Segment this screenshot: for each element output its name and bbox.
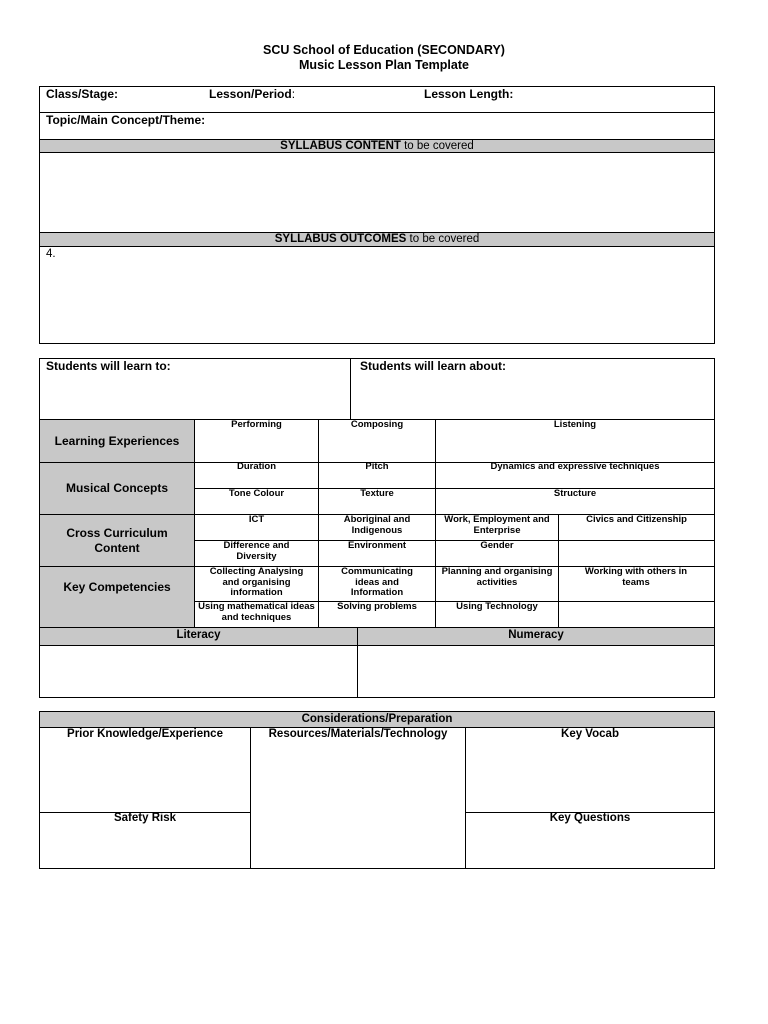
diversity-cell: Difference and Diversity bbox=[223, 540, 290, 562]
class-stage-label: Class/Stage: bbox=[46, 87, 119, 101]
musical-concepts-label: Musical Concepts bbox=[65, 481, 169, 496]
syllabus-content-field[interactable] bbox=[40, 154, 714, 232]
cross-curriculum-label: Cross Curriculum Content bbox=[66, 526, 168, 555]
students-learn-about-label: Students will learn about: bbox=[360, 359, 507, 373]
key-competencies-label: Key Competencies bbox=[63, 579, 171, 594]
using-technology-cell: Using Technology bbox=[456, 601, 538, 612]
resources-label: Resources/Materials/Technology bbox=[268, 728, 448, 740]
ict-cell: ICT bbox=[248, 514, 265, 525]
safety-risk-label: Safety Risk bbox=[113, 812, 176, 824]
syllabus-outcomes-field[interactable] bbox=[40, 248, 714, 343]
prior-knowledge-label: Prior Knowledge/Experience bbox=[67, 728, 223, 740]
lesson-period-label: Lesson/Period: bbox=[209, 87, 296, 101]
literacy-heading: Literacy bbox=[176, 629, 221, 641]
listening-cell: Listening bbox=[553, 419, 597, 430]
teamwork-cell: Working with others in teams bbox=[584, 566, 688, 588]
key-questions-field[interactable] bbox=[466, 826, 714, 868]
civics-cell: Civics and Citizenship bbox=[586, 514, 687, 525]
syllabus-outcomes-heading: SYLLABUS OUTCOMES to be covered bbox=[274, 233, 480, 245]
communicating-cell: Communicating ideas and Information bbox=[341, 566, 413, 599]
math-ideas-cell: Using mathematical ideas and techniques bbox=[198, 601, 315, 623]
outcome-item-number: 4. bbox=[46, 248, 56, 260]
composing-cell: Composing bbox=[350, 419, 404, 430]
environment-cell: Environment bbox=[347, 540, 407, 551]
prior-knowledge-field[interactable] bbox=[40, 742, 250, 811]
structure-cell: Structure bbox=[553, 488, 597, 499]
students-learn-to-label: Students will learn to: bbox=[46, 359, 171, 373]
key-vocab-field[interactable] bbox=[466, 742, 714, 811]
literacy-field[interactable] bbox=[40, 646, 357, 697]
tone-colour-cell: Tone Colour bbox=[228, 488, 285, 499]
planning-cell: Planning and organising activities bbox=[441, 566, 553, 588]
considerations-heading: Considerations/Preparation bbox=[301, 713, 453, 725]
work-employment-cell: Work, Employment and Enterprise bbox=[444, 514, 550, 536]
lesson-length-label: Lesson Length: bbox=[424, 87, 514, 101]
solving-problems-cell: Solving problems bbox=[337, 601, 417, 612]
numeracy-heading: Numeracy bbox=[508, 629, 564, 641]
document-title: SCU School of Education (SECONDARY) bbox=[263, 43, 505, 57]
texture-cell: Texture bbox=[360, 488, 394, 499]
aboriginal-cell: Aboriginal and Indigenous bbox=[343, 514, 411, 536]
gender-cell: Gender bbox=[480, 540, 514, 551]
syllabus-content-heading: SYLLABUS CONTENT to be covered bbox=[280, 140, 474, 152]
students-learn-about-field[interactable] bbox=[351, 374, 713, 418]
learning-experiences-label: Learning Experiences bbox=[54, 433, 180, 448]
key-vocab-label: Key Vocab bbox=[561, 728, 619, 740]
resources-field[interactable] bbox=[251, 742, 465, 868]
students-learn-to-field[interactable] bbox=[40, 374, 349, 418]
key-questions-label: Key Questions bbox=[549, 812, 631, 824]
topic-label: Topic/Main Concept/Theme: bbox=[46, 113, 206, 127]
numeracy-field[interactable] bbox=[358, 646, 714, 697]
dynamics-cell: Dynamics and expressive techniques bbox=[490, 461, 660, 472]
safety-risk-field[interactable] bbox=[40, 826, 250, 868]
duration-cell: Duration bbox=[236, 461, 277, 472]
performing-cell: Performing bbox=[231, 419, 282, 430]
pitch-cell: Pitch bbox=[365, 461, 389, 472]
collecting-info-cell: Collecting Analysing and organising information bbox=[209, 566, 304, 599]
document-subtitle: Music Lesson Plan Template bbox=[299, 58, 469, 72]
